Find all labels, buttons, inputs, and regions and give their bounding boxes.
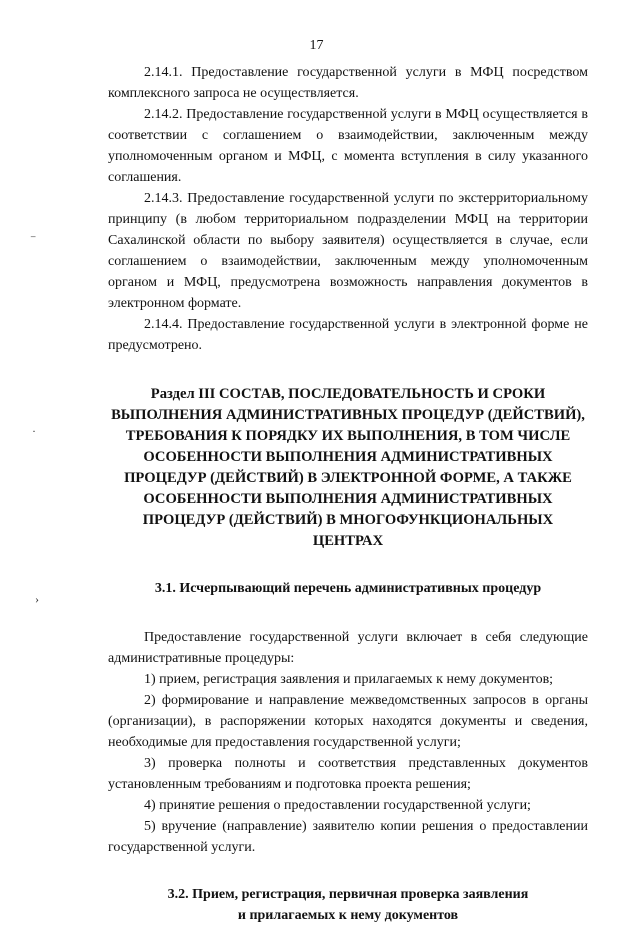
paragraph-2-14-4: 2.14.4. Предоставление государственной услуги в электронной форме не предусмотрено. xyxy=(108,317,588,353)
procedure-item: 4) принятие решения о предоставлении государственной услуги; xyxy=(144,798,531,813)
paragraph-2-14-2: 2.14.2. Предоставление государственной услуги в МФЦ осуществляется в соответствии с соглашением о взаимодействии, заключенным между уполномоченным органом и МФЦ, с момента вступления в силу указанного соглашения. xyxy=(108,107,588,185)
paragraph-2-14-1: 2.14.1. Предоставление государственной услуги в МФЦ посредством комплексного запроса не осуществляется. xyxy=(108,65,588,101)
procedure-item: 1) прием, регистрация заявления и прилагаемых к нему документов; xyxy=(144,672,554,687)
procedures-intro: Предоставление государственной услуги включает в себя следующие административные процедуры: xyxy=(108,630,588,666)
subsection-heading-3-2-line1: 3.2. Прием, регистрация, первичная проверка заявления xyxy=(167,887,529,902)
document-body xyxy=(108,62,588,926)
procedure-item: 2) формирование и направление межведомственных запросов в органы (организации), в распоряжении которых находятся документы и сведения, необходимые для предоставления государственной услуги; xyxy=(108,693,588,750)
section-heading: Раздел III СОСТАВ, ПОСЛЕДОВАТЕЛЬНОСТЬ И СРОКИ ВЫПОЛНЕНИЯ АДМИНИСТРАТИВНЫХ ПРОЦЕДУР (ДЕЙСТВИЙ), ТРЕБОВАНИЯ К ПОРЯДКУ ИХ ВЫПОЛНЕНИЯ, В ТОМ ЧИСЛЕ ОСОБЕННОСТИ ВЫПОЛНЕНИЯ АДМИНИСТРАТИВНЫХ ПРОЦЕДУР (ДЕЙСТВИЙ) В ЭЛЕКТРОННОЙ ФОРМЕ, А ТАКЖЕ ОСОБЕННОСТИ ВЫПОЛНЕНИЯ АДМИНИСТРАТИВНЫХ ПРОЦЕДУР (ДЕЙСТВИЙ) В МНОГОФУНКЦИОНАЛЬНЫХ ЦЕНТРАХ xyxy=(111,386,585,549)
procedure-item: 3) проверка полноты и соответствия представленных документов установленным требованиям и подготовка проекта решения; xyxy=(108,756,588,792)
procedure-item: 5) вручение (направление) заявителю копии решения о предоставлении государственной услуги. xyxy=(108,819,588,855)
paragraph-2-14-3: 2.14.3. Предоставление государственной услуги по экстерриториальному принципу (в любом территориальном подразделении МФЦ на территории Сахалинской области по выбору заявителя) осуществляется в случае, если соглашением о взаимодействии, заключенным между уполномоченным органом и МФЦ, предусмотрена возможность направления документов в электронном формате. xyxy=(108,191,588,311)
subsection-heading-3-2-line2: и прилагаемых к нему документов xyxy=(237,908,459,923)
scan-mark: ⁻ xyxy=(30,232,37,246)
subsection-heading-3-1: 3.1. Исчерпывающий перечень административных процедур xyxy=(154,581,542,596)
subsection-heading-3-2 xyxy=(108,884,588,926)
scan-mark: › xyxy=(35,592,39,606)
scan-mark: · xyxy=(32,424,36,438)
page-number: 17 xyxy=(309,38,324,53)
